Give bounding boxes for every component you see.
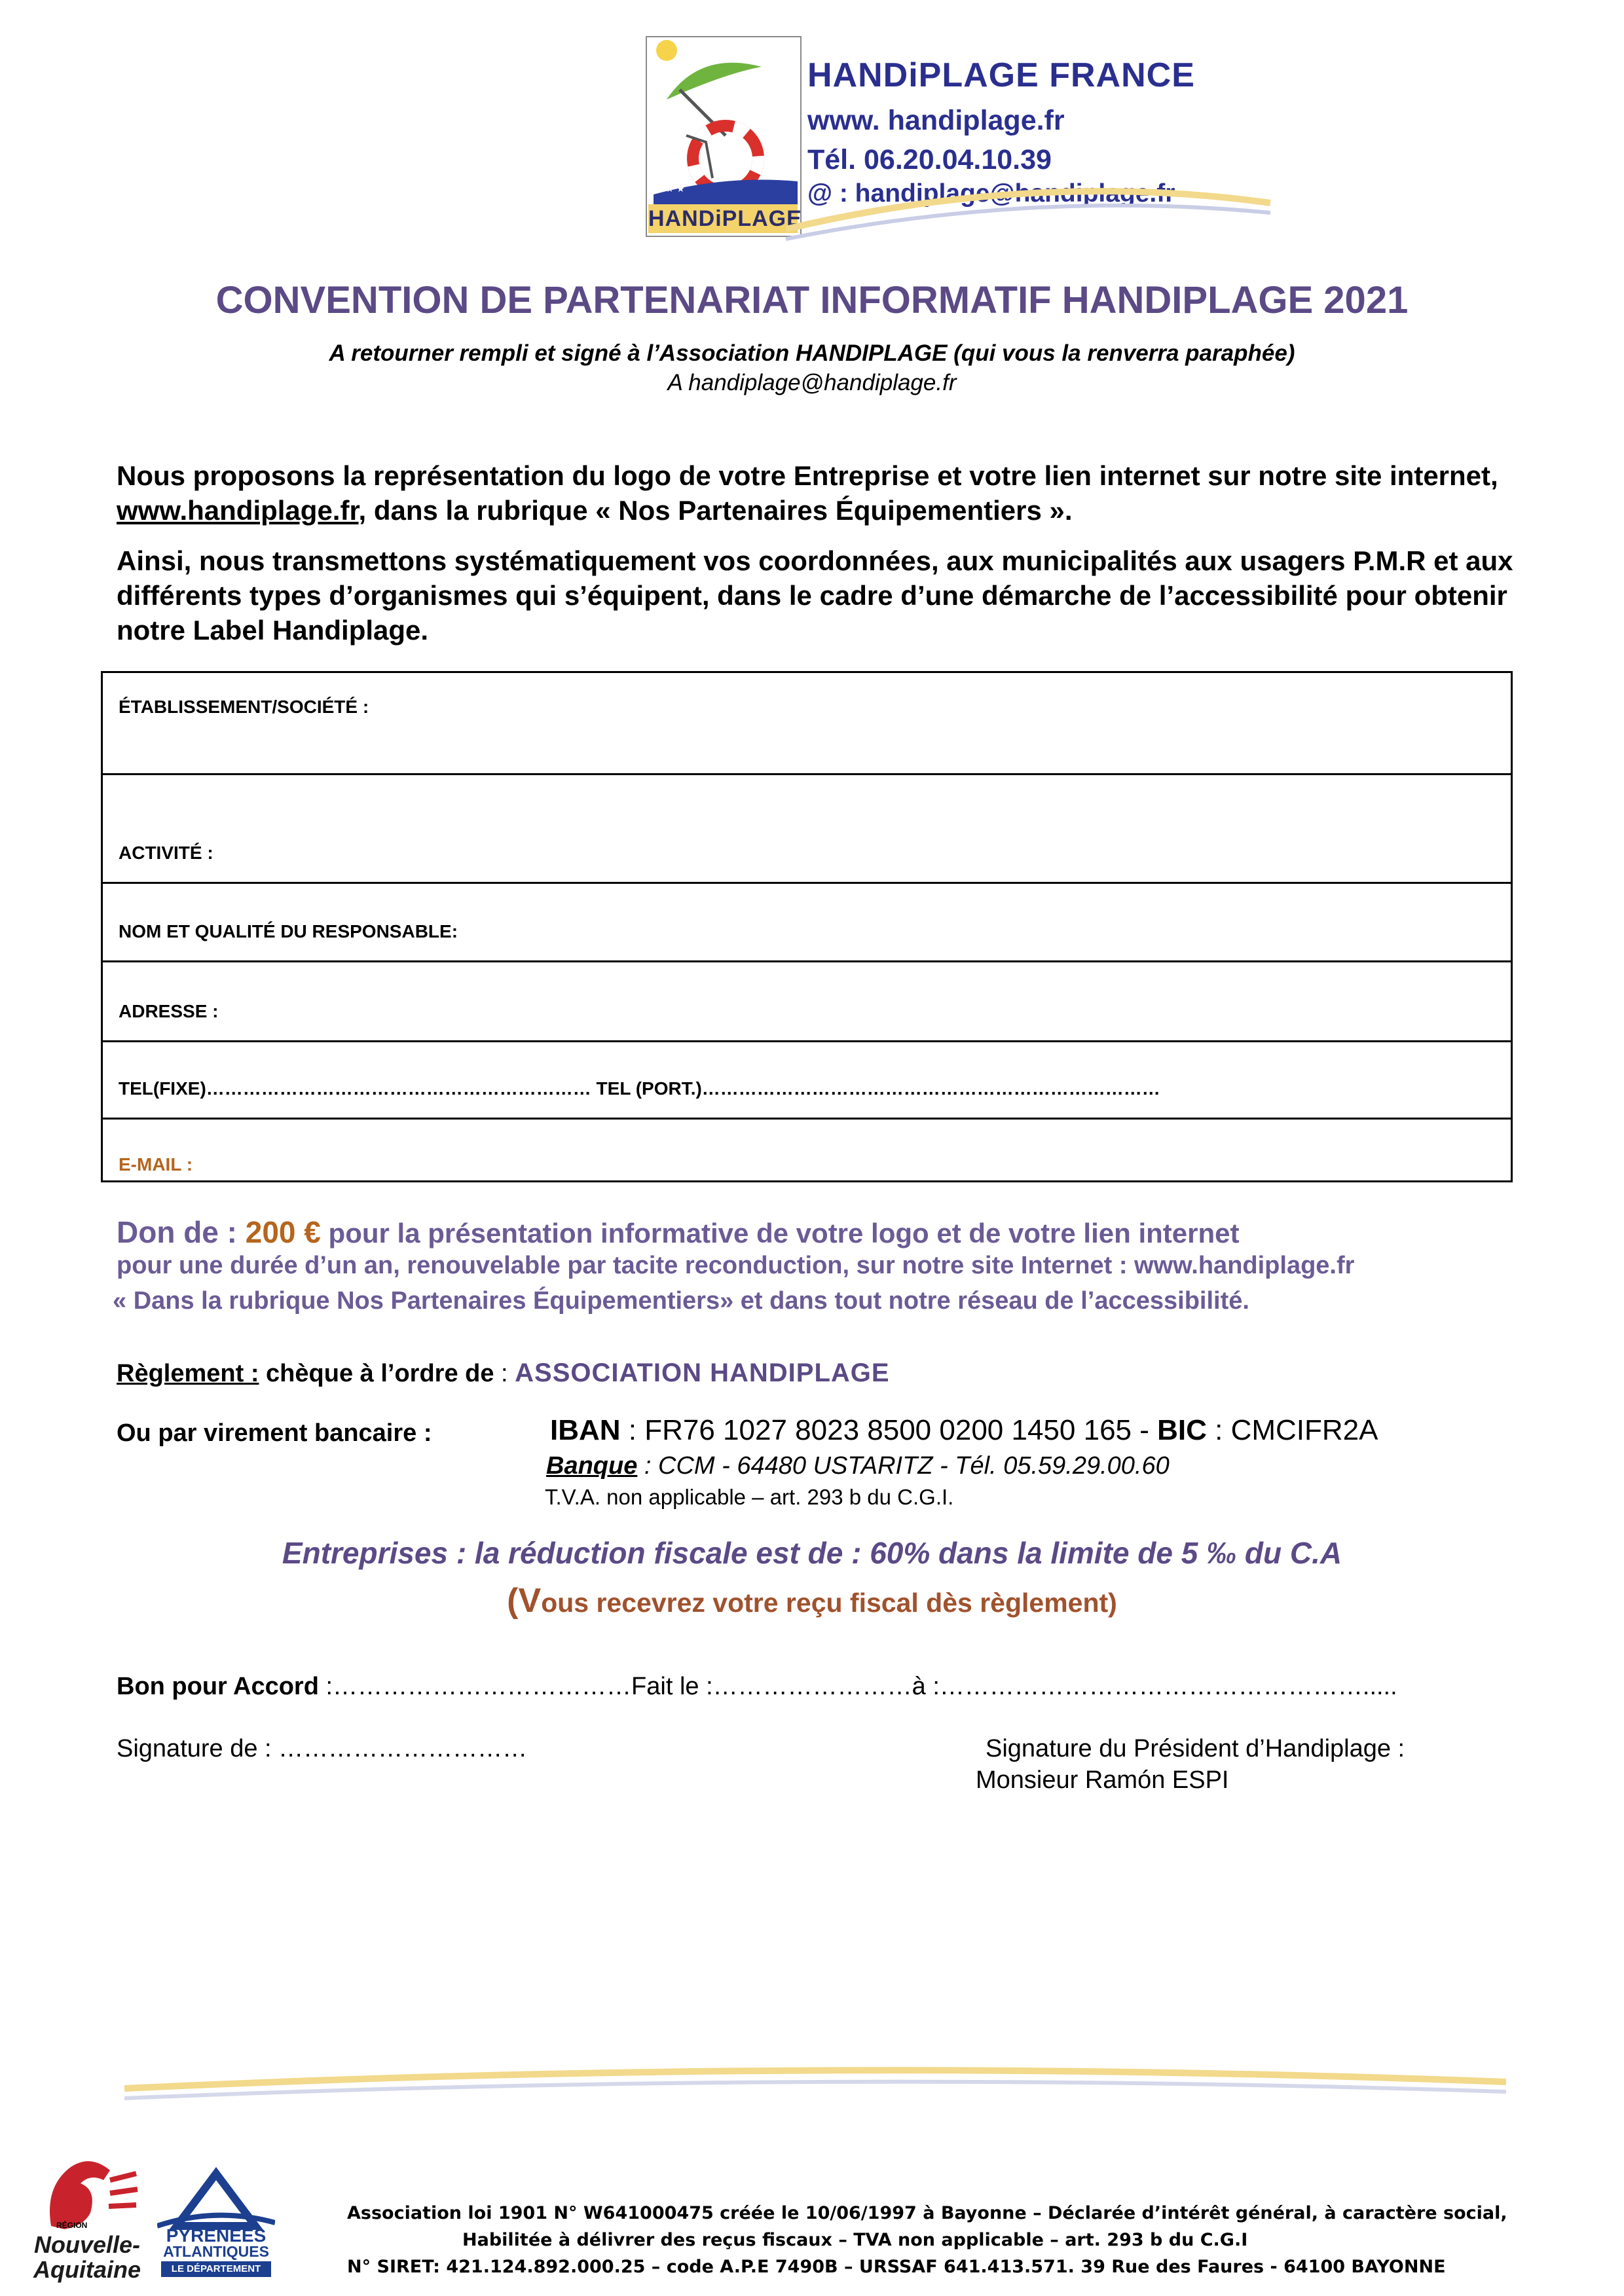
label-email: E-MAIL :	[119, 1154, 193, 1175]
label-tel-fixe: TEL(FIXE)………………………………………………………	[119, 1078, 597, 1099]
iban-label: IBAN	[550, 1414, 621, 1446]
don-amount: 200 €	[245, 1215, 321, 1249]
reglement-colon: :	[501, 1360, 515, 1387]
footer-line-3: N° SIRET: 421.124.892.000.25 – code A.P.E 7490B – URSSAF 641.413.571. 39 Rue des Faures - 64100 BAYONNE	[347, 2257, 1446, 2277]
president-name: Monsieur Ramón ESPI	[976, 1766, 1229, 1794]
document-subtitle: A retourner rempli et signé à l’Association HANDIPLAGE (qui vous la renverra paraphée)	[329, 340, 1295, 366]
accord-rest: :………………………………Fait le :……………………à :…………………………………………….....	[318, 1673, 1397, 1700]
receipt-v: V	[518, 1582, 542, 1620]
accord-line[interactable]	[117, 1673, 1397, 1701]
brand-name: HANDiPLAGE FRANCE	[807, 56, 1195, 94]
bic-label: BIC	[1157, 1414, 1207, 1446]
don-line-1-rest: pour la présentation informative de votre logo et de votre lien internet	[320, 1218, 1240, 1248]
fiscal-reduction-line: Entreprises : la réduction fiscale est de : 60% dans la limite de 5 ‰ du C.A	[282, 1536, 1342, 1570]
website-link[interactable]: www.handiplage.fr	[117, 495, 359, 526]
subtitle-email: A handiplage@handiplage.fr	[667, 370, 957, 395]
accord-label: Bon pour Accord	[117, 1673, 319, 1700]
label-tel-port: TEL (PORT.)…………………………………………………………………	[596, 1078, 1160, 1099]
brand-website: www. handiplage.fr	[807, 105, 1065, 136]
beach-umbrella-wheelchair-icon	[647, 37, 800, 208]
virement-label: Ou par virement bancaire :	[117, 1419, 432, 1447]
signature-field[interactable]: Signature de : …………………………	[117, 1735, 528, 1762]
field-etablissement[interactable]	[102, 672, 1512, 774]
label-adresse: ADRESSE :	[119, 1001, 219, 1021]
reglement-payee: ASSOCIATION HANDIPLAGE	[515, 1358, 890, 1387]
receipt-paren: (	[507, 1582, 519, 1620]
brand-email: @ : handiplage@handiplage.fr	[807, 179, 1175, 208]
intro-paragraph-1	[117, 458, 1524, 528]
departement-band: LE DÉPARTEMENT	[161, 2261, 271, 2277]
field-telephone[interactable]	[102, 1042, 1512, 1119]
iban-line	[550, 1414, 1378, 1447]
reglement-text: chèque à l’ordre de	[259, 1360, 502, 1387]
tva-note: T.V.A. non applicable – art. 293 b du C.G.I.	[545, 1485, 954, 1509]
pyrenees-line-2: ATLANTIQUES	[163, 2243, 269, 2260]
don-line-3: « Dans la rubrique Nos Partenaires Équipementiers» et dans tout notre réseau de l’accessibilité.	[113, 1287, 1249, 1315]
banque-value: : CCM - 64480 USTARITZ - Tél. 05.59.29.00.60	[637, 1452, 1170, 1480]
footer-line-1: Association loi 1901 N° W641000475 créée le 10/06/1997 à Bayonne – Déclarée d’intérêt général, à caractère social,	[347, 2203, 1507, 2223]
field-adresse[interactable]	[102, 962, 1512, 1042]
label-etablissement: ÉTABLISSEMENT/SOCIÉTÉ :	[119, 697, 369, 717]
region-small-label: RÉGION	[56, 2221, 88, 2230]
don-line-1	[117, 1214, 1239, 1250]
pyrenees-line-1: PYRENEES	[166, 2225, 267, 2246]
reglement-line	[117, 1358, 890, 1388]
field-responsable[interactable]	[102, 883, 1512, 962]
don-line-2: pour une durée d’un an, renouvelable par tacite reconduction, sur notre site Internet : www.handiplage.fr	[117, 1252, 1355, 1279]
logo-stars: ★★★	[655, 183, 688, 194]
header-wave-decoration	[786, 164, 1283, 242]
pyrenees-label	[156, 2225, 276, 2260]
footer-legal-text	[347, 2200, 1559, 2280]
region-name: Nouvelle-Aquitaine	[33, 2231, 141, 2283]
brand-phone: Tél. 06.20.04.10.39	[807, 144, 1052, 175]
banque-label: Banque	[546, 1452, 638, 1480]
field-activite[interactable]	[102, 774, 1512, 883]
document-title: CONVENTION DE PARTENARIAT INFORMATIF HANDIPLAGE 2021	[215, 279, 1409, 321]
banque-line	[546, 1452, 1170, 1480]
receipt-rest: ous recevrez votre reçu fiscal dès règlement)	[541, 1588, 1117, 1618]
reglement-label: Règlement :	[117, 1360, 259, 1387]
iban-value: : FR76 1027 8023 8500 0200 1450 165 -	[620, 1414, 1158, 1446]
fiscal-receipt-line	[0, 1581, 1624, 1620]
intro-p1-start: Nous proposons la représentation du logo de votre Entreprise et votre lien internet sur notre site internet,	[117, 460, 1498, 491]
president-signature-label: Signature du Président d’Handiplage :	[986, 1735, 1405, 1762]
label-responsable: NOM ET QUALITÉ DU RESPONSABLE:	[119, 921, 458, 941]
label-activite: ACTIVITÉ :	[119, 843, 213, 863]
intro-p1-end: , dans la rubrique « Nos Partenaires Équipementiers ».	[358, 495, 1073, 526]
intro-paragraph-2: Ainsi, nous transmettons systématiquement vos coordonnées, aux municipalités aux usagers P.M.R et aux différents types d’organismes qui s’équipent, dans le cadre d’une démarche de l’accessibilité pour obtenir notre Label Handiplage.	[117, 545, 1513, 646]
field-email[interactable]	[102, 1119, 1512, 1182]
logo-badge-text: HANDiPLAGE	[648, 204, 798, 233]
bic-value: : CMCIFR2A	[1206, 1414, 1378, 1446]
pyrenees-mountain-icon	[157, 2160, 275, 2232]
footer-line-2: Habilitée à délivrer des reçus fiscaux – TVA non applicable – art. 293 b du C.G.I	[462, 2230, 1248, 2250]
don-label: Don de :	[117, 1215, 246, 1249]
footer-wave-decoration	[124, 2062, 1506, 2102]
